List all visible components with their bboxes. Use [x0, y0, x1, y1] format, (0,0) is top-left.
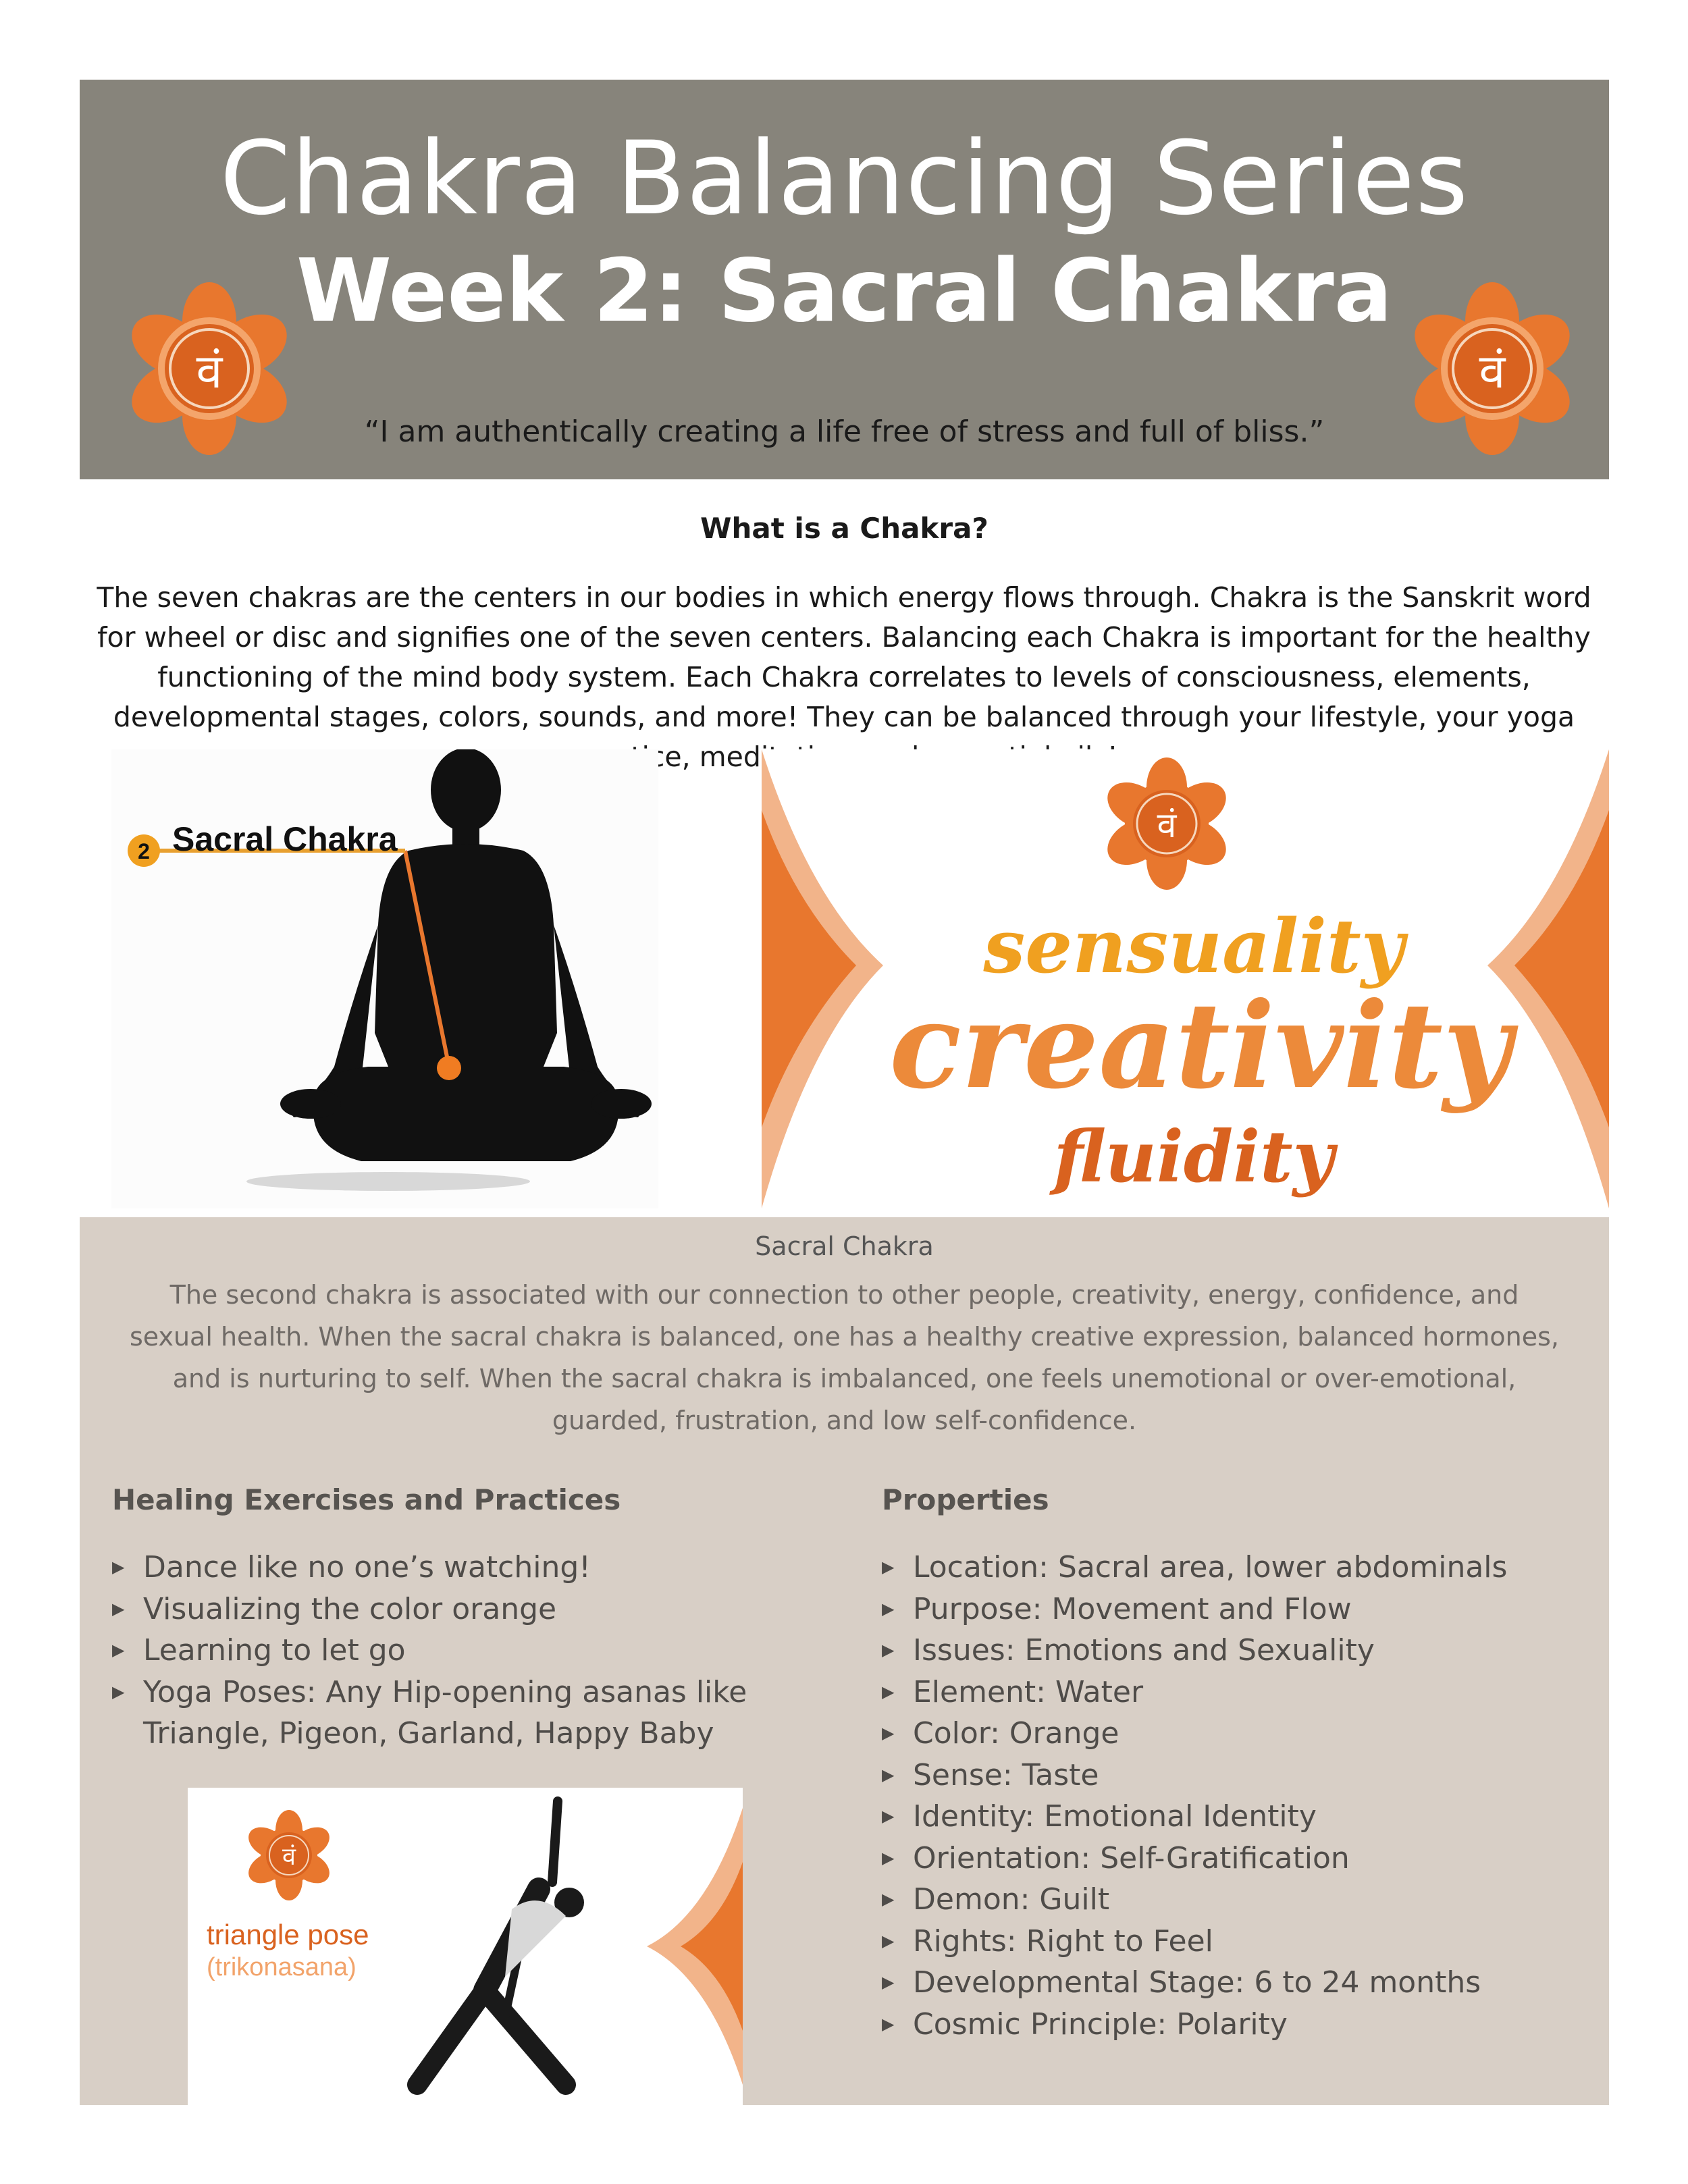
list-item: ▶ Dance like no one’s watching! — [112, 1547, 855, 1589]
chakra-symbol: वं — [282, 1843, 296, 1871]
properties-title: Properties — [882, 1483, 1049, 1516]
chakra-symbol: वं — [196, 344, 223, 399]
sacral-chakra-emblem-icon — [1404, 281, 1580, 456]
list-item: ▶ Color: Orange — [882, 1713, 1591, 1755]
intro-heading: What is a Chakra? — [700, 512, 988, 545]
list-item: ▶ Identity: Emotional Identity — [882, 1796, 1591, 1838]
list-item: ▶ Orientation: Self-Gratification — [882, 1838, 1591, 1880]
page-subtitle: Week 2: Sacral Chakra — [296, 241, 1393, 342]
list-item: ▶ Issues: Emotions and Sexuality — [882, 1630, 1591, 1672]
healing-list — [112, 1547, 855, 1755]
pose-sanskrit-name: (trikonasana) — [207, 1953, 357, 1981]
properties-list — [882, 1547, 1591, 2045]
affirmation-quote: “I am authentically creating a life free of stress and full of bliss.” — [364, 415, 1325, 449]
bullet-icon: ▶ — [882, 1599, 895, 1618]
list-item: ▶ Learning to let go — [112, 1630, 855, 1672]
sacral-description: The second chakra is associated with our connection to other people, creativity, energy, confidence, and sexual health. When the sacral chakra is balanced, one has a healthy creative expression, balanced hormones, and is nurturing to self. When the sacral chakra is imbalanced, one feels unemotional or over-emotional, guarded, frustration, and low self-confidence. — [129, 1280, 1560, 1435]
bullet-icon: ▶ — [882, 2014, 895, 2033]
sacral-heading: Sacral Chakra — [755, 1231, 934, 1261]
bullet-icon: ▶ — [882, 1724, 895, 1742]
bullet-icon: ▶ — [882, 1931, 895, 1950]
list-item: ▶ Purpose: Movement and Flow — [882, 1589, 1591, 1630]
list-item: ▶ Demon: Guilt — [882, 1879, 1591, 1921]
bullet-icon: ▶ — [882, 1807, 895, 1826]
list-item: ▶ Cosmic Principle: Polarity — [882, 2004, 1591, 2046]
sacral-chakra-section — [80, 1217, 1609, 2105]
chakra-symbol: वं — [1157, 805, 1177, 846]
intro-text: The seven chakras are the centers in our bodies in which energy flows through. Chakra is the Sanskrit word for wheel or disc and signifies one of the seven centers. Balancing each Chakra is important for the healthy functioning of the mind body system. Each Chakra correlates to levels of consciousness, elements, developmental stages, colors, sounds, and more! They can be balanced through your lifestyle, your yoga — [97, 581, 1591, 733]
bullet-icon: ▶ — [882, 1890, 895, 1909]
list-item: ▶ Rights: Right to Feel — [882, 1921, 1591, 1963]
bullet-icon: ▶ — [882, 1973, 895, 1992]
bullet-icon: ▶ — [882, 1641, 895, 1659]
healing-title: Healing Exercises and Practices — [112, 1483, 621, 1516]
bullet-icon: ▶ — [882, 1682, 895, 1701]
bullet-icon: ▶ — [112, 1557, 125, 1576]
header-banner — [80, 80, 1609, 479]
word-creativity: creativity — [889, 977, 1512, 1115]
list-item: ▶ Location: Sacral area, lower abdominals — [882, 1547, 1591, 1589]
list-item: ▶ Developmental Stage: 6 to 24 months — [882, 1962, 1591, 2004]
pose-name: triangle pose — [207, 1919, 369, 1950]
bullet-icon: ▶ — [112, 1682, 125, 1701]
sacral-chakra-emblem-icon — [122, 281, 297, 456]
page-title: Chakra Balancing Series — [219, 120, 1469, 238]
list-item: ▶ Element: Water — [882, 1672, 1591, 1713]
meditation-figure-image — [111, 749, 658, 1208]
bullet-icon: ▶ — [882, 1848, 895, 1867]
bullet-icon: ▶ — [112, 1599, 125, 1618]
triangle-pose-image — [188, 1788, 743, 2105]
bullet-icon: ▶ — [882, 1765, 895, 1784]
sacral-qualities-image — [762, 749, 1609, 1208]
list-item: ▶ Yoga Poses: Any Hip-opening asanas like Triangle, Pigeon, Garland, Happy Baby — [112, 1672, 855, 1755]
list-item: ▶ Sense: Taste — [882, 1755, 1591, 1796]
bullet-icon: ▶ — [112, 1641, 125, 1659]
bullet-icon: ▶ — [882, 1557, 895, 1576]
word-sensuality: sensuality — [983, 903, 1404, 990]
image-label: Sacral Chakra — [172, 820, 398, 858]
chakra-number: 2 — [138, 839, 150, 863]
word-fluidity: fluidity — [1053, 1115, 1334, 1198]
list-item: ▶ Visualizing the color orange — [112, 1589, 855, 1630]
chakra-symbol: वं — [1479, 344, 1506, 399]
